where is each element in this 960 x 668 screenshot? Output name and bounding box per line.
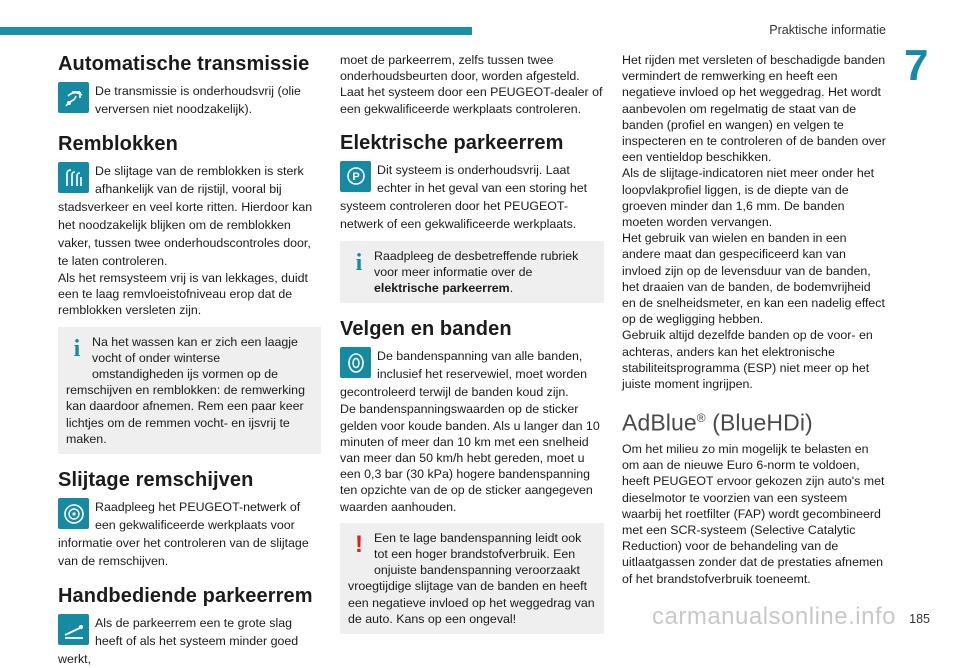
heading-automatic-transmission: Automatische transmissie	[58, 53, 310, 75]
paragraph-wheels-tyres	[340, 347, 604, 401]
text-brake-pads-1: De slijtage van de remblokken is sterk afhankelijk van de rijstijl, vooral bij stadsverkeer en veel korte ritten. Hierdoor kan het noodzakelijk blijken om de remblokken vaker, tussen twee onderhoudscontroles door, te laten controleren.	[58, 164, 313, 268]
text-brake-pads-2: Als het remsysteem vrij is van lekkages, duidt een te laag remvloeistofniveau erop dat de remblokken versleten zijn.	[58, 271, 308, 318]
text-tyres-worn: Het rijden met versleten of beschadigde banden vermindert de remwerking en heeft een negatieve invloed op het weggedrag. Het wordt aanbevolen om regelmatig de staat van de banden (profiel en wangen) en velgen te inspecteren en te controleren of de banden over een ventieldop beschikken.	[622, 53, 886, 165]
text-adblue: Om het milieu zo min mogelijk te belasten en om aan de nieuwe Euro 6-norm te voldoen, heeft PEUGEOT ervoor gekozen zijn auto's met dieselmotor te voorzien van een systeem waarbij het roetfilter (FAP) wordt gecombineerd met een SCR-systeem (Selective Catalytic Reduction) voor de behandeling van de uitlaatgassen zonder dat de prestaties afnemen of het brandstofverbruik toeneemt.	[622, 441, 885, 586]
page-number: 185	[909, 612, 930, 626]
column-2	[340, 52, 604, 634]
info-text-parking-brake: Raadpleeg de desbetreffende rubriek voor meer informatie over de	[374, 248, 579, 280]
text-electric-parking-brake: Dit systeem is onderhoudsvrij. Laat echter in het geval van een storing het systeem controleren door het PEUGEOT-netwerk of een gekwalificeerde werkplaats.	[340, 162, 588, 231]
gearbox-icon	[58, 82, 89, 113]
paragraph-electric-parking-brake	[340, 161, 604, 233]
text-wheels-tyres-1: De bandenspanning van alle banden, inclusief het reservewiel, moet worden gecontroleerd terwijl de banden koud zijn.	[340, 349, 588, 400]
registered-mark: ®	[696, 411, 706, 426]
header-accent-bar	[0, 27, 472, 35]
text-wheels-tyres-2: De bandenspanningswaarden op de sticker gelden voor koude banden. Als u langer dan 10 minuten of meer dan 10 km met een snelheid van meer dan 50 km/h hebt gereden, moet u een 0,3 bar (30 kPa) hogere bandenspanning ten opzichte van de op de sticker aangegeven waarden aanhouden.	[340, 402, 600, 514]
parking-brake-icon	[340, 161, 371, 192]
section-name: Praktische informatie	[769, 23, 886, 37]
text-handbrake-continued: moet de parkeerrem, zelfs tussen twee onderhoudsbeurten door, worden afgesteld. Laat het systeem door een PEUGEOT-dealer of een gekwalificeerde werkplaats controleren.	[340, 53, 603, 116]
column-1	[58, 52, 321, 668]
info-text-brake-moisture: Na het wassen kan er zich een laagje vocht of onder winterse omstandigheden ijs vormen op de remschijven en remblokken: de remwerking kan daardoor afnemen. Rem een paar keer lichtjes om de remmen vocht- en ijsvrij te maken.	[66, 334, 305, 446]
paragraph-brake-pads	[58, 162, 321, 270]
heading-adblue-text: AdBlue	[622, 409, 697, 436]
text-automatic-transmission: De transmissie is onderhoudsvrij (olie verversen niet noodzakelijk).	[95, 84, 301, 116]
brake-pads-icon	[58, 162, 89, 193]
info-note-brake-moisture	[58, 327, 321, 454]
text-handbrake: Als de parkeerrem een te grote slag heeft of als het systeem minder goed werkt,	[58, 616, 299, 667]
info-note-parking-brake	[340, 241, 604, 304]
text-tyre-size: Het gebruik van wielen en banden in een andere maat dan gespecificeerd kan van invloed zijn op de levensduur van de banden, het draaien van de banden, de bodemvrijheid en de snelheidsmeter, en kan een nadelig effect op de wegligging hebben.	[622, 231, 885, 327]
paragraph-automatic-transmission	[58, 82, 321, 118]
text-same-tyres: Gebruik altijd dezelfde banden op de voor- en achteras, anders kan het elektronische stabiliteitsprogramma (ESP) niet meer op het juiste moment ingrijpen.	[622, 328, 873, 392]
info-icon: i	[73, 335, 81, 362]
heading-handbrake: Handbediende parkeerrem	[58, 585, 313, 608]
info-text-parking-brake-end: .	[509, 281, 514, 296]
heading-adblue	[622, 406, 886, 435]
paragraph-handbrake	[58, 614, 321, 668]
svg-text:P: P	[351, 171, 360, 184]
handbrake-icon	[58, 614, 89, 645]
column-3	[622, 52, 886, 587]
brake-disc-icon	[58, 498, 89, 529]
wheel-icon	[340, 347, 371, 378]
watermark: carmanualsonline.info	[652, 603, 896, 630]
warning-icon: !	[355, 530, 363, 558]
heading-brake-pads: Remblokken	[58, 133, 178, 155]
chapter-number: 7	[904, 41, 929, 90]
warning-text-tyre-pressure: Een te lage bandenspanning leidt ook tot een hoger brandstofverbruik. Een onjuiste bandenspanning veroorzaakt vroegtijdige slijtage van de banden en heeft een negatieve invloed op het weggedrag van de auto. Kans op een ongeval!	[348, 530, 595, 626]
info-icon: i	[355, 249, 363, 276]
text-disc-wear: Raadpleeg het PEUGEOT-netwerk of een gekwalificeerde werkplaats voor informatie over het controleren van de slijtage van de remschijven.	[58, 500, 309, 569]
heading-wheels-tyres: Velgen en banden	[340, 318, 512, 341]
text-wear-indicators: Als de slijtage-indicatoren niet meer onder het loopvlakprofiel liggen, is de diepte van de groeven minder dan 1,6 mm. De banden moeten worden vervangen.	[622, 166, 875, 230]
paragraph-disc-wear	[58, 498, 321, 570]
heading-adblue-suffix: (BlueHDi)	[705, 409, 813, 436]
info-text-parking-brake-bold: elektrische parkeerrem	[374, 281, 510, 296]
warning-note-tyre-pressure	[340, 523, 604, 634]
heading-electric-parking-brake: Elektrische parkeerrem	[340, 131, 564, 154]
heading-disc-wear: Slijtage remschijven	[58, 469, 254, 492]
